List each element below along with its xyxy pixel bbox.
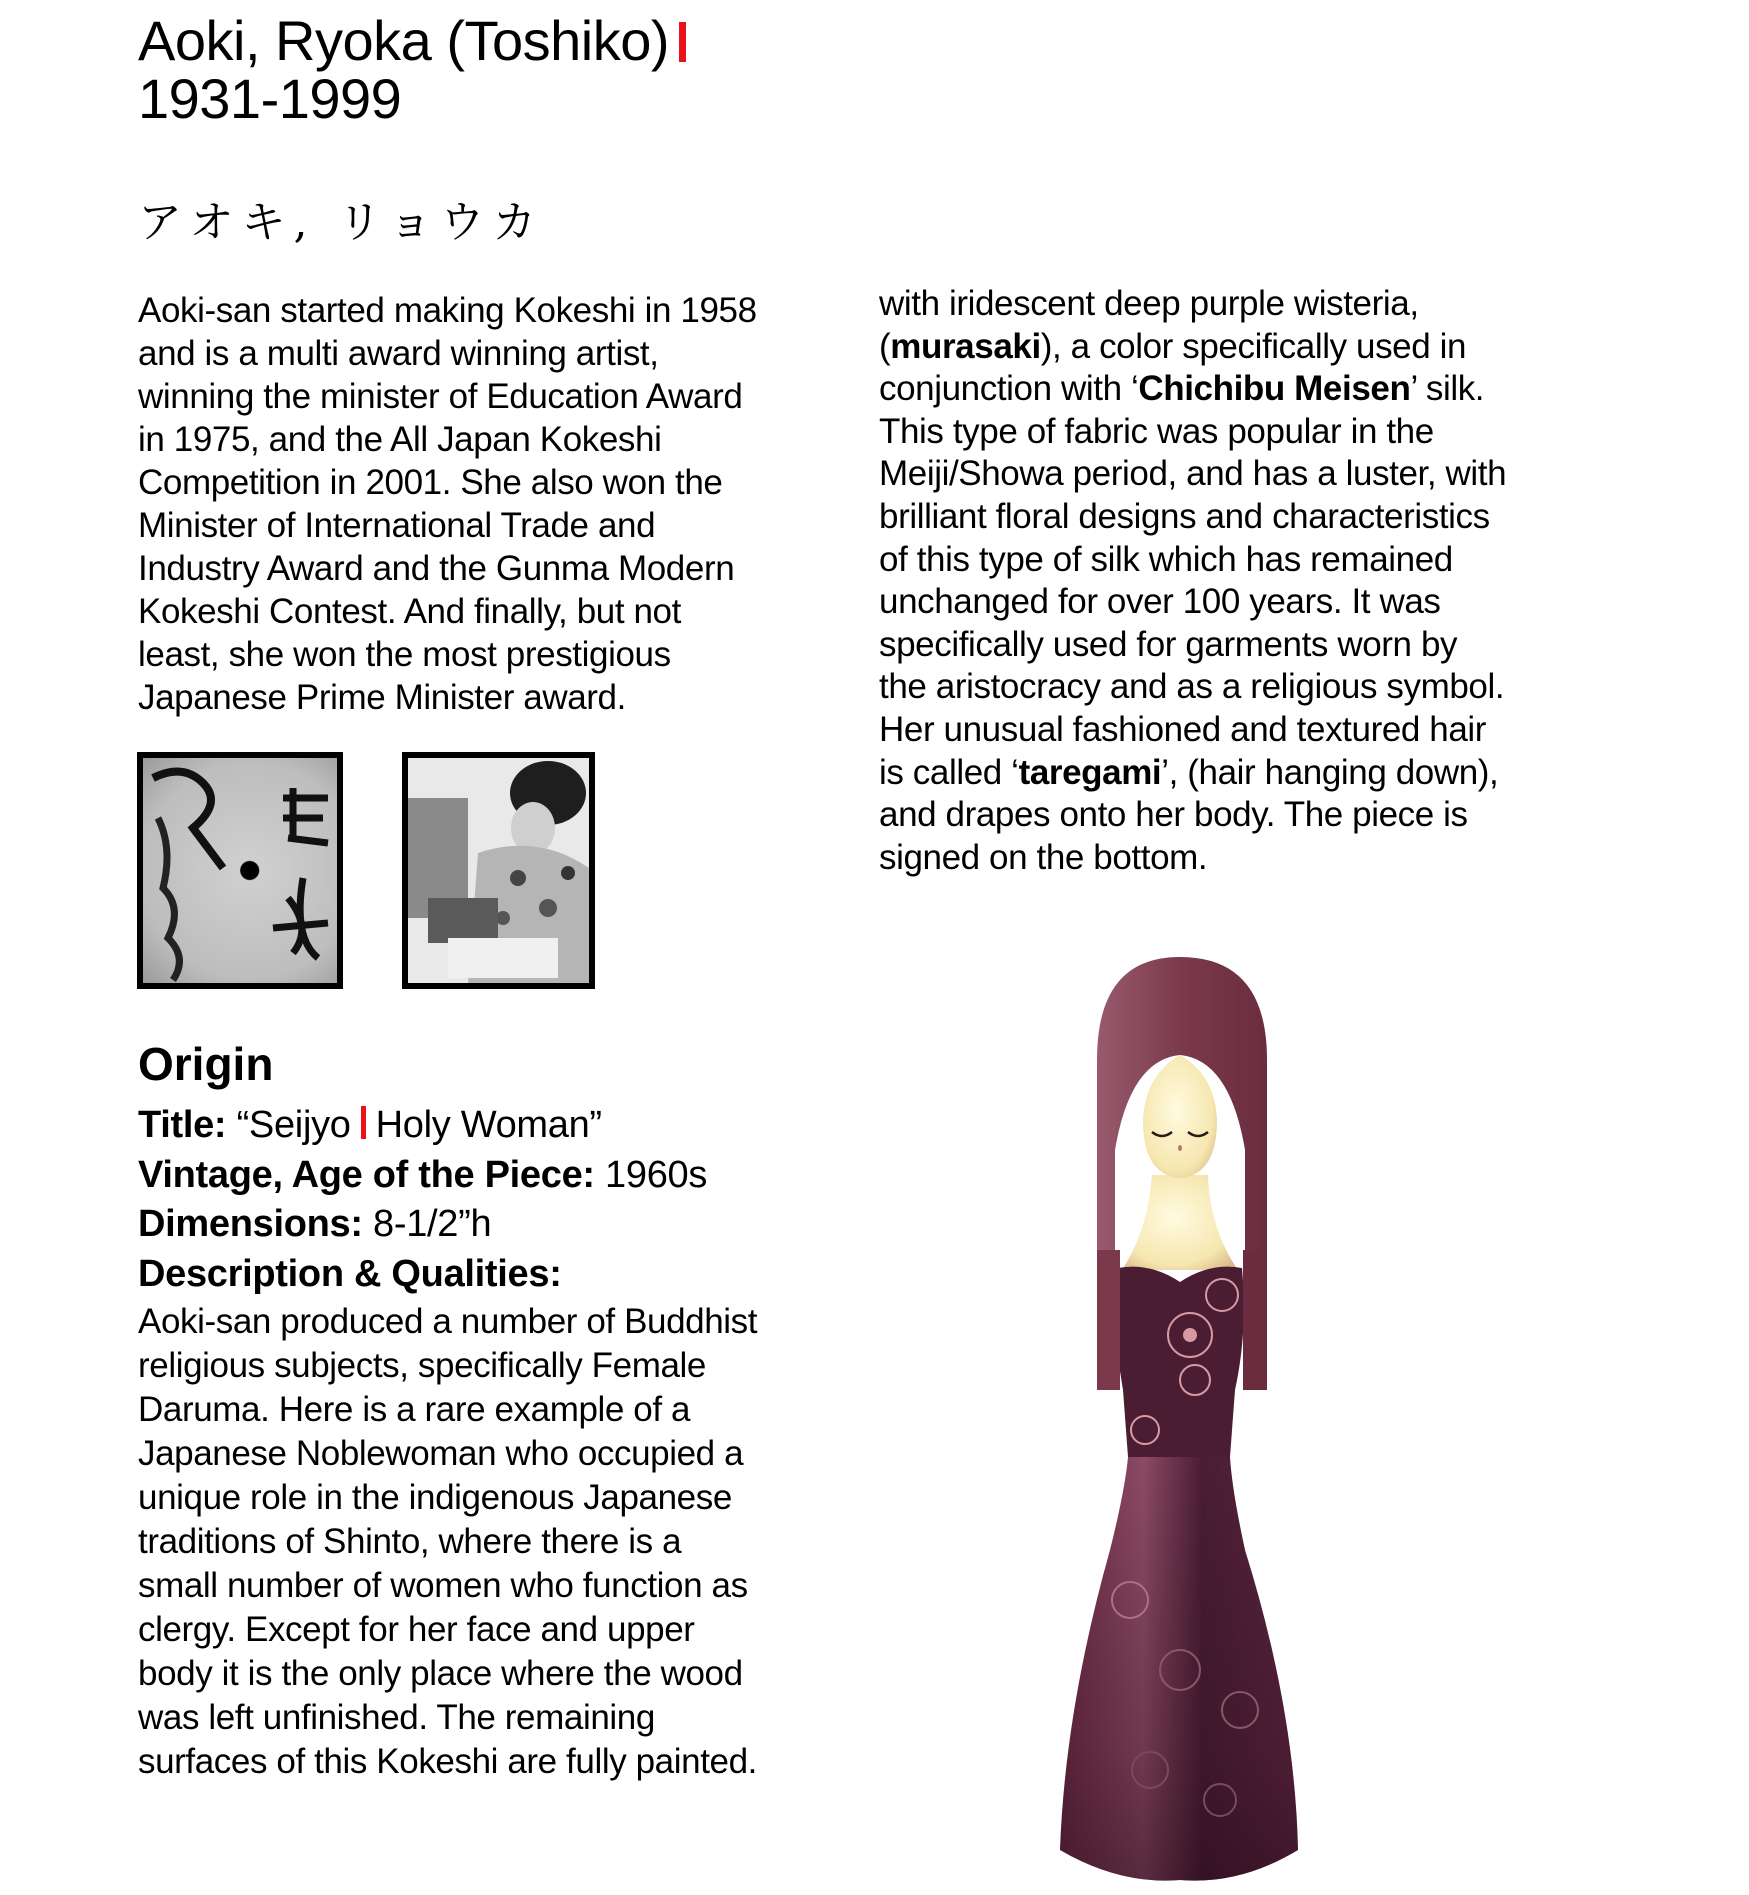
continued-line: with iridescent deep purple wisteria, — [879, 284, 1419, 323]
description-line: Daruma. Here is a rare example of a — [138, 1390, 691, 1429]
bio-line: Competition in 2001. She also won the — [138, 463, 723, 502]
dimensions-label: Dimensions: — [138, 1203, 363, 1245]
continued-line: of this type of silk which has remained — [879, 539, 1453, 579]
artist-name: Aoki, Ryoka (Toshiko) — [138, 9, 670, 72]
calligraphy-image — [143, 758, 337, 983]
description-line: body it is the only place where the wood — [138, 1654, 743, 1693]
continued-line: This type of fabric was popular in the — [879, 411, 1434, 451]
description-line: surfaces of this Kokeshi are fully painted. — [138, 1742, 757, 1781]
red-divider-bar — [679, 22, 686, 62]
vintage-value: 1960s — [605, 1153, 708, 1196]
description-line: Japanese Noblewoman who occupied a — [138, 1434, 744, 1473]
title-label: Title: — [138, 1104, 227, 1146]
bio-line: Aoki-san started making Kokeshi in 1958 — [138, 291, 757, 330]
description-line: clergy. Except for her face and upper — [138, 1610, 695, 1649]
red-separator-bar — [361, 1106, 366, 1139]
continued-line: signed on the bottom. — [879, 837, 1208, 877]
title-japanese: “Seijyo — [236, 1104, 351, 1146]
continued-line: (murasaki), a color specifically used in — [879, 326, 1467, 366]
vintage-label: Vintage, Age of the Piece: — [138, 1153, 595, 1196]
artist-photo — [408, 758, 589, 983]
bio-line: Minister of International Trade and — [138, 506, 656, 545]
kokeshi-doll-image — [1040, 950, 1320, 1890]
vintage-row — [138, 1151, 707, 1201]
signature-thumbnail — [137, 752, 343, 989]
term-taregami: taregami — [1018, 752, 1162, 792]
bio-line: Japanese Prime Minister award. — [138, 678, 626, 717]
continued-line: the aristocracy and as a religious symbol. — [879, 667, 1505, 707]
bio-line: winning the minister of Education Award — [138, 377, 743, 416]
artist-years: 1931-1999 — [138, 67, 402, 130]
title-row — [138, 1101, 707, 1151]
description-label: Description & Qualities: — [138, 1252, 562, 1295]
artist-bio — [138, 289, 838, 719]
continued-line: and drapes onto her body. The piece is — [879, 795, 1468, 835]
continued-line: specifically used for garments worn by — [879, 624, 1458, 664]
continued-description — [879, 283, 1599, 879]
continued-line: is called ‘taregami’, (hair hanging down), — [879, 752, 1499, 792]
description-line: unique role in the indigenous Japanese — [138, 1478, 732, 1517]
bio-line: Kokeshi Contest. And finally, but not — [138, 592, 681, 631]
origin-heading: Origin — [138, 1038, 274, 1090]
term-chichibu-meisen: Chichibu Meisen — [1138, 369, 1411, 409]
description-line: religious subjects, specifically Female — [138, 1346, 706, 1385]
continued-line: unchanged for over 100 years. It was — [879, 582, 1441, 622]
bio-line: least, she won the most prestigious — [138, 635, 671, 674]
description-line: was left unfinished. The remaining — [138, 1698, 655, 1737]
continued-line: Meiji/Showa period, and has a luster, with — [879, 454, 1507, 494]
description-line: Aoki-san produced a number of Buddhist — [138, 1302, 758, 1341]
term-murasaki: murasaki — [890, 326, 1041, 366]
description-line: small number of women who function as — [138, 1566, 748, 1605]
bio-line: and is a multi award winning artist, — [138, 334, 659, 373]
description-text — [138, 1300, 838, 1784]
continued-line: brilliant floral designs and characteristics — [879, 496, 1490, 536]
continued-line: Her unusual fashioned and textured hair — [879, 709, 1487, 749]
bio-line: in 1975, and the All Japan Kokeshi — [138, 420, 662, 459]
continued-line: conjunction with ‘Chichibu Meisen’ silk. — [879, 369, 1485, 409]
dimensions-value: 8-1/2”h — [373, 1203, 492, 1245]
title-english: Holy Woman” — [375, 1104, 602, 1146]
dimensions-row — [138, 1200, 707, 1250]
description-line: traditions of Shinto, where there is a — [138, 1522, 682, 1561]
artist-name-katakana: アオキ, リョウカ — [138, 197, 545, 248]
artist-name-heading — [138, 9, 686, 130]
kokeshi-doll-illustration — [1040, 950, 1320, 1890]
artist-photo-thumbnail — [402, 752, 595, 989]
bio-line: Industry Award and the Gunma Modern — [138, 549, 735, 588]
origin-details — [138, 1101, 707, 1299]
